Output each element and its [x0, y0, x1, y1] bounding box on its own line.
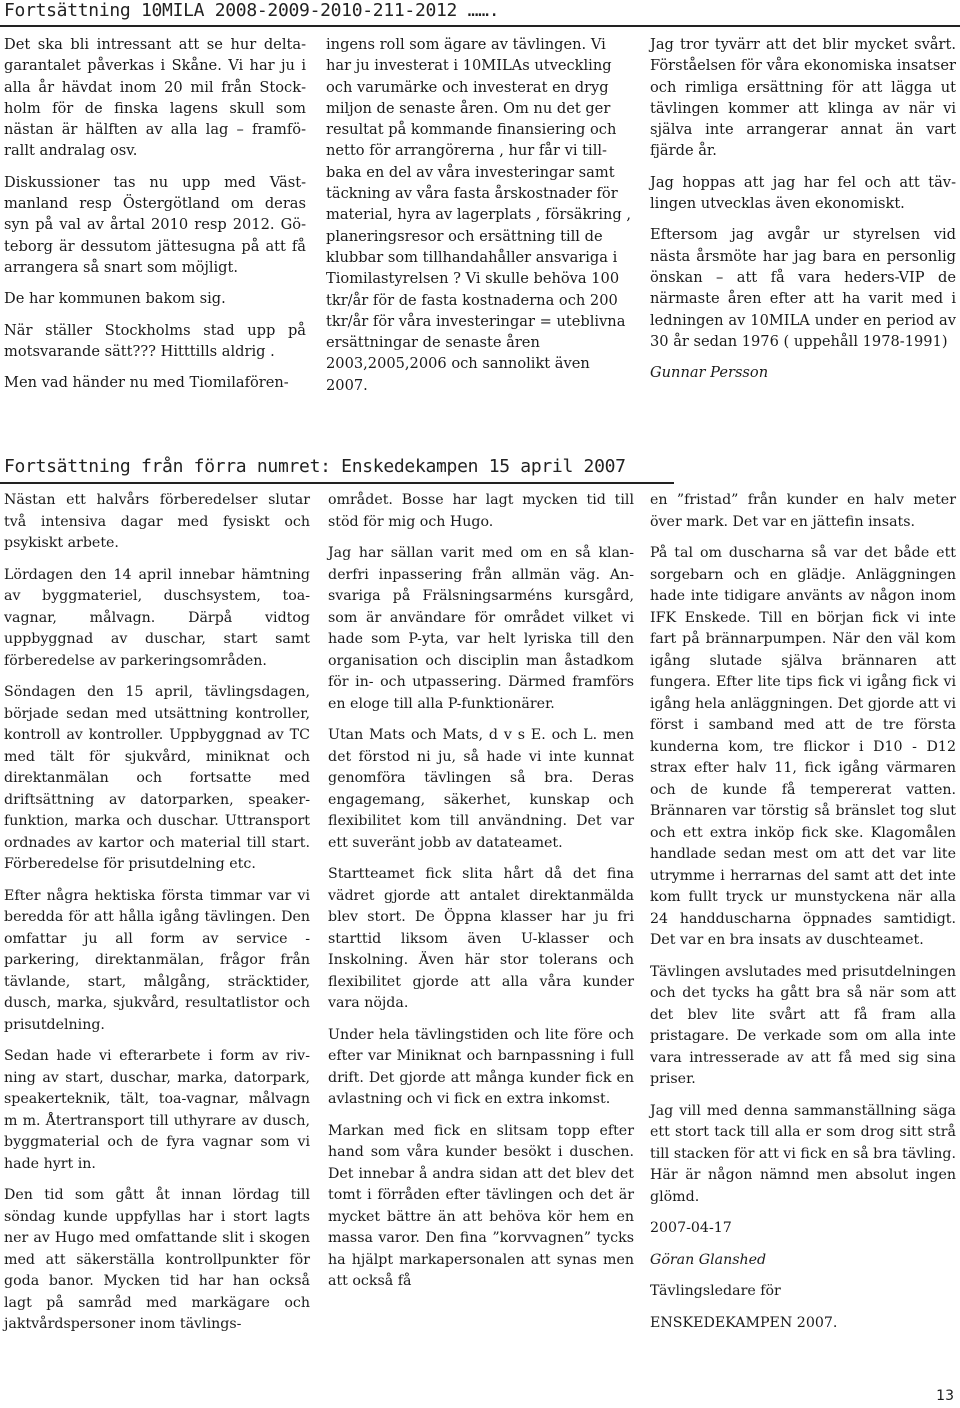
paragraph: När ställer Stockholms stad upp på motsvarande sätt??? Hitttills aldrig . — [4, 321, 306, 360]
paragraph: Markan med fick en slitsam topp efter hand som våra kunder besökt i duschen. Det innebar å andra sidan att det blev det tomt i förråden efter tävlingen och det är mycket bättre än att behöva kör hem en massa varor. Den fina ”korvvagnen” tycks ha hjälpt markapersonalen att synas men att också få — [328, 1122, 634, 1289]
article2-role: Tävlingsledare för — [650, 1283, 781, 1299]
paragraph: Den tid som gått åt innan lördag till söndag kunde uppfyllas har i stort lagts ner av Hugo med omfattande slit i skogen med att säkerställa kontrollpunkter för goda banor. Mycken tid har han också lagt på samråd med markägare och jaktvårdspersoner inom tävlings- — [4, 1187, 310, 1332]
paragraph: Lördagen den 14 april innebar hämtning av byggmateriel, duschsystem, toa-vagnar, målvagn. Därpå vidtog uppbyggnad av duschar, start samt förberedelse av parkeringsområden. — [4, 566, 310, 669]
paragraph: Diskussioner tas nu upp med Västmanland resp Östergötland om deras syn på val av årtal 2010 resp 2012. Göteborg är dessutom jättesugna på att få arrangera så snart som möjligt. — [4, 173, 306, 276]
paragraph: Utan Mats och Mats, d v s E. och L. men det förstod ni ju, så hade vi inte kunnat genomföra tävlingen så bra. Deras engagemang, säkerhet, kunskap och flexibilitet kom till användning. Det var ett suveränt jobb av datateamet. — [328, 727, 634, 851]
article2-column-1 — [4, 490, 310, 1346]
article1-column-2 — [326, 34, 634, 406]
paragraph: Nästan ett halvårs förberedelser slutar två intensiva dagar med fysiskt och psykiskt arbete. — [4, 492, 310, 551]
article2-heading: Fortsättning från förra numret: Enskedekampen 15 april 2007 — [4, 456, 626, 477]
paragraph: På tal om duscharna så var det både ett sorgebarn och en glädje. Anläggningen hade inte tidigare använts av någon inom IFK Enskede. Till en början fick vi inte fart på brännarpumpen. När den väl kom igång slutade själva brännaren att fungera. Efter lite tips fick vi igång fick vi igång hela anläggningen. Det gjorde att vi först i samband med att de tre första kunderna kom, tre flickor i D10 - D12 strax efter halv 11, fick igång värmaren och de kunde få tempererat vatten. Brännaren var törstig så bränslet tog slut och ett extra inköp fick ske. Klagomålen handlade sedan mest om att det var lite utrymme i herrarnas del samt att det inte kom fullt tryck ur munstyckena när alla 24 handduscharna öppnades samtidigt. Det var en bra insats av duschteamet. — [650, 545, 956, 948]
article1-column-3 — [650, 34, 956, 393]
article2-column-3 — [650, 490, 956, 1344]
paragraph: Under hela tävlingstiden och lite före och efter var Miniknat och barnpassning i full drift. Det gjorde att många kunder fick en avlastning och vi fick en extra inkomst. — [328, 1026, 634, 1107]
paragraph: Efter några hektiska första timmar var vi beredda för att hålla igång tävlingen. Den omfattar ju all form av service - parkering, direktanmälan, frågor från tävlande, start, målgång, sträcktider, dusch, marka, sjukvård, resultatlistor och prisutdelning. — [4, 887, 310, 1033]
paragraph: Jag har sällan varit med om en så klanderfri inpassering från allmän väg. Ansvariga på Frälsningsarméns kursgård, som är användare för området vilket vi hade som P-yta, var helt lyriska till den organisation och disciplin man åstadkom för in- och utpassering. Därmed framförs en eloge till alla P-funktionärer. — [328, 545, 634, 712]
paragraph: Eftersom jag avgår ur styrelsen vid nästa årsmöte har jag bara en personlig önskan – att få vara heders-VIP de närmaste åren efter att ha varit med i ledningen av 10MILA under en period av 30 år sedan 1976 ( uppehåll 1978-1991) — [650, 226, 956, 350]
paragraph: Det ska bli intressant att se hur deltagarantalet påverkas i Skåne. Vi har ju i alla år hävdat inom 20 mil från Stockholm för de finska lagens skull som nästan är hälften av alla lag – framförallt andralag osv. — [4, 36, 306, 160]
article1-heading: Fortsättning 10MILA 2008-2009-2010-211-2012 ……. — [4, 0, 500, 21]
paragraph: ingens roll som ägare av tävlingen. Vi har ju investerat i 10MILAs utveckling och varumärke och investerat en dryg miljon de senaste åren. Om nu det ger resultat på kommande finansiering och netto för arrangörerna , hur får vi tillbaka en del av våra investeringar samt täckning av våra fasta årskostnader för material, hyra av lagerplats , försäkring , planeringsresor och ersättning till de klubbar som tillhandahåller ansvariga i Tiomilastyrelsen ? Vi skulle behöva 100 tkr/år för de fasta kostnaderna och 200 tkr/år för våra investeringar = uteblivna ersättningar de senaste åren 2003,2005,2006 och sannolikt även 2007. — [326, 36, 632, 394]
paragraph: Jag tror tyvärr att det blir mycket svårt. Förståelsen för våra ekonomiska insatser och rimliga ersättning för att lägga ut tävlingen kommer att klinga av när vi själva inte arrangerar annat än vart fjärde år. — [650, 36, 956, 160]
article2-org: ENSKEDEKAMPEN 2007. — [650, 1314, 838, 1331]
paragraph: Jag hoppas att jag har fel och att tävlingen utvecklas även ekonomiskt. — [650, 173, 956, 213]
article1-heading-rule — [0, 25, 960, 27]
article2-signature: Göran Glanshed — [650, 1251, 767, 1268]
article2-date: 2007-04-17 — [650, 1220, 732, 1236]
paragraph: Men vad händer nu med Tiomilafören- — [4, 374, 289, 392]
article2-heading-rule — [0, 482, 674, 484]
article2-column-2 — [328, 490, 634, 1303]
article1-signature: Gunnar Persson — [650, 364, 769, 382]
paragraph: Startteamet fick slita hårt då det fina vädret gjorde att antalet direktanmälda blev stort. De Öppna klasser har ju fri starttid liksom även U-klasser och Inskolning. Även här stor tolerans och flexibilitet gjorde att alla våra kunder vara nöjda. — [328, 866, 634, 1011]
paragraph: Söndagen den 15 april, tävlingsdagen, började sedan med utsättning kontroller, kontroll av kontroller. Uppbyggnad av TC med tält för sjukvård, miniknat och direktanmälan och fortsatte med driftsättning av datorparken, speakerfunktion, marka och duschar. Uttransport ordnades av kartor och material till start. Förberedelse för prisutdelning etc. — [4, 684, 310, 872]
paragraph: en ”fristad” från kunder en halv meter över mark. Det var en jättefin insats. — [650, 492, 956, 530]
page-number: 13 — [936, 1388, 954, 1404]
paragraph: Tävlingen avslutades med prisutdelningen och det tycks ha gått bra så när som att det blev lite svårt att få fram alla pristagare. De verkade som om alla inte vara intresserade av att få med sig sina priser. — [650, 963, 956, 1087]
paragraph: De har kommunen bakom sig. — [4, 290, 226, 308]
paragraph: Jag vill med denna sammanställning säga ett stort tack till alla er som drog sitt strå till stacken för att vi fick en så bra tävling. Här är någon nämnd men absolut ingen glömd. — [650, 1102, 956, 1205]
paragraph: Sedan hade vi efterarbete i form av rivning av start, duschar, marka, datorpark, speakerteknik, tält, toa-vagnar, målvagn m m. Återtransport till uthyrare av dusch, byggmaterial och de fyra vagnar som vi hade hyrt in. — [4, 1048, 310, 1172]
paragraph: området. Bosse har lagt mycken tid till stöd för mig och Hugo. — [328, 492, 634, 530]
article1-column-1 — [4, 34, 306, 403]
